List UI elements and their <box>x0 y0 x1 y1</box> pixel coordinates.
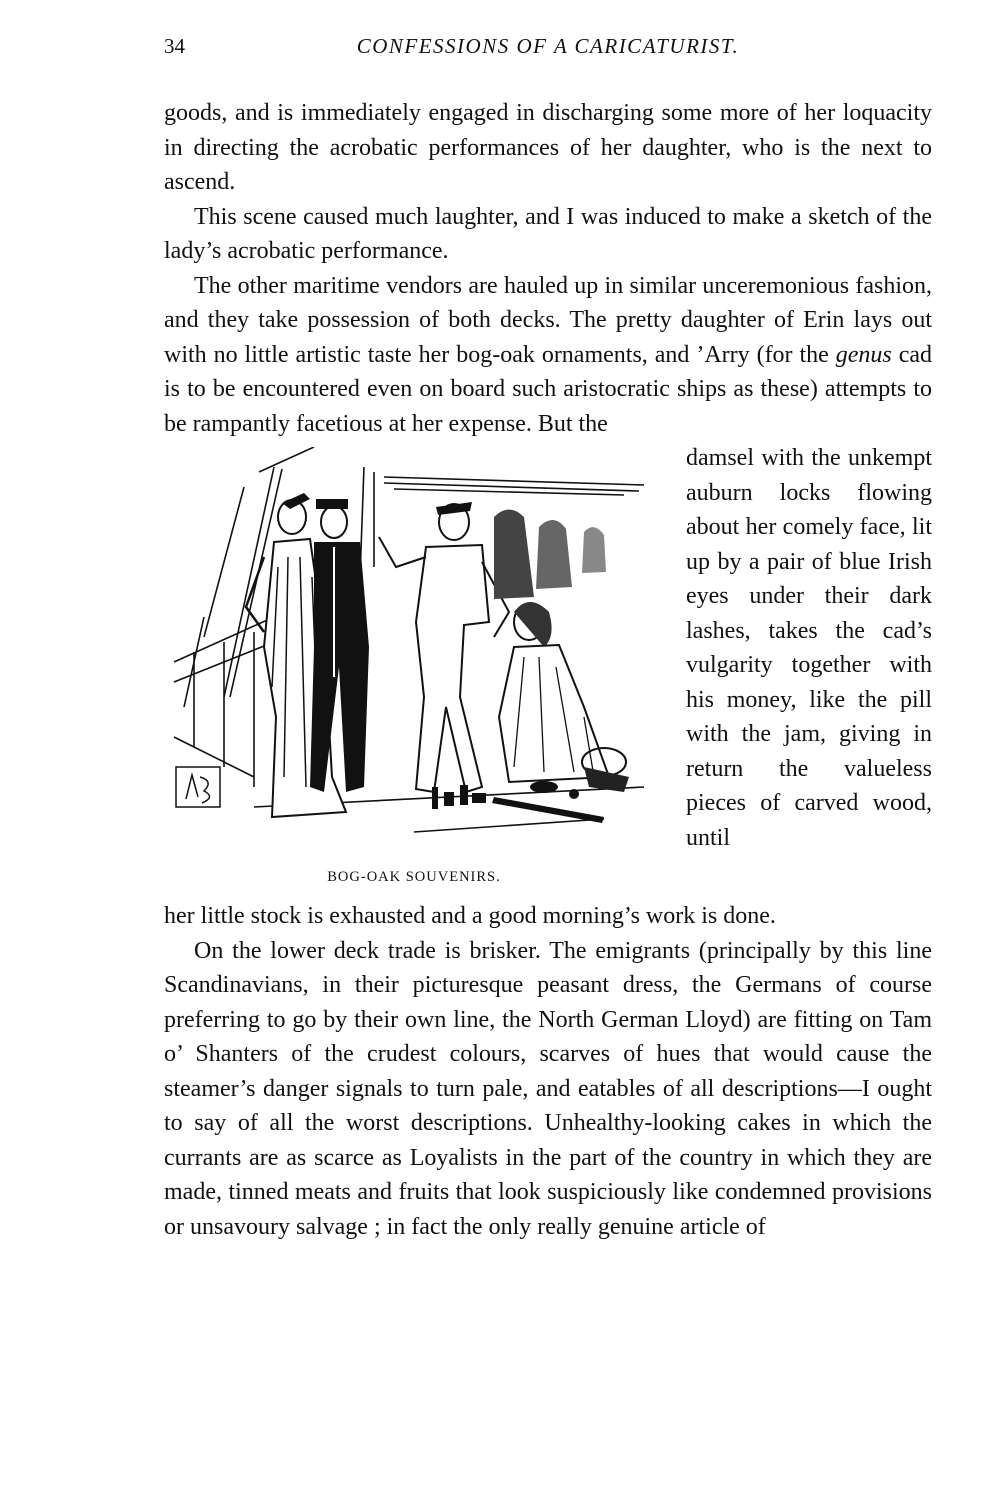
genus-italic: genus <box>835 341 892 368</box>
paragraph-3-middle: cad is to be encountered even on board such aristocratic ships as these) attempts to be rampantly facetious at her expense. But the <box>164 341 932 437</box>
page-header <box>164 30 932 70</box>
bog-oak-wares <box>432 781 604 823</box>
irish-girl-figure <box>499 602 629 792</box>
paragraph-4: On the lower deck trade is brisker. The emigrants (principally by this line Scandinavians, in their picturesque peasant dress, the Germans of course preferring to go by their own line, the North German Lloyd) are fitting on Tam o’ Shanters of the crudest colours, scarves of hues that would cause the steamer’s danger signals to turn pale, and eatables of all descriptions—I ought to say of all the worst descriptions. Unhealthy-looking cakes in which the currants are as scarce as Loyalists in the part of the country in which they are made, tinned meats and fruits that look suspiciously like condemned provisions or unsavoury salvage ; in fact the only really genuine article of <box>164 937 932 1240</box>
paragraph-3-end: her little stock is exhausted and a good morning’s work is done. <box>164 903 776 929</box>
paragraph-3-start: The other maritime vendors are hauled up in similar unceremonious fashion, and they take possession of both decks. The pretty daughter of Erin lays out with no little artistic taste her bog-oak ornaments, and ’Arry (for the <box>164 272 932 368</box>
crowd-figures <box>494 510 606 600</box>
figure-caption: BOG-OAK SOUVENIRS. <box>327 869 501 885</box>
artist-monogram <box>176 767 220 807</box>
paragraph-2: This scene caused much laughter, and I was induced to make a sketch of the lady’s acrobatic performance. <box>164 203 932 264</box>
paragraph-3 <box>164 269 932 442</box>
officer-figure <box>310 499 369 792</box>
paragraph-1: goods, and is immediately engaged in discharging some more of her loquacity in directing the acrobatic performances of her daughter, who is the next to ascend. <box>164 100 932 195</box>
running-title: CONFESSIONS OF A CARICATURIST. <box>356 34 740 58</box>
page-number: 34 <box>164 34 185 58</box>
page <box>164 30 932 1244</box>
cad-figure <box>379 502 509 792</box>
paragraph-3-wrap: damsel with the unkempt auburn locks flowing about her comely face, lit up by a pair of blue Irish eyes under their dark lashes, takes the cad’s vulgarity together with his money, like the pill with the jam, giving in return the valueless pieces of carved wood, until <box>686 445 932 851</box>
bog-oak-illustration <box>164 447 664 862</box>
illustration-figure <box>164 447 674 899</box>
